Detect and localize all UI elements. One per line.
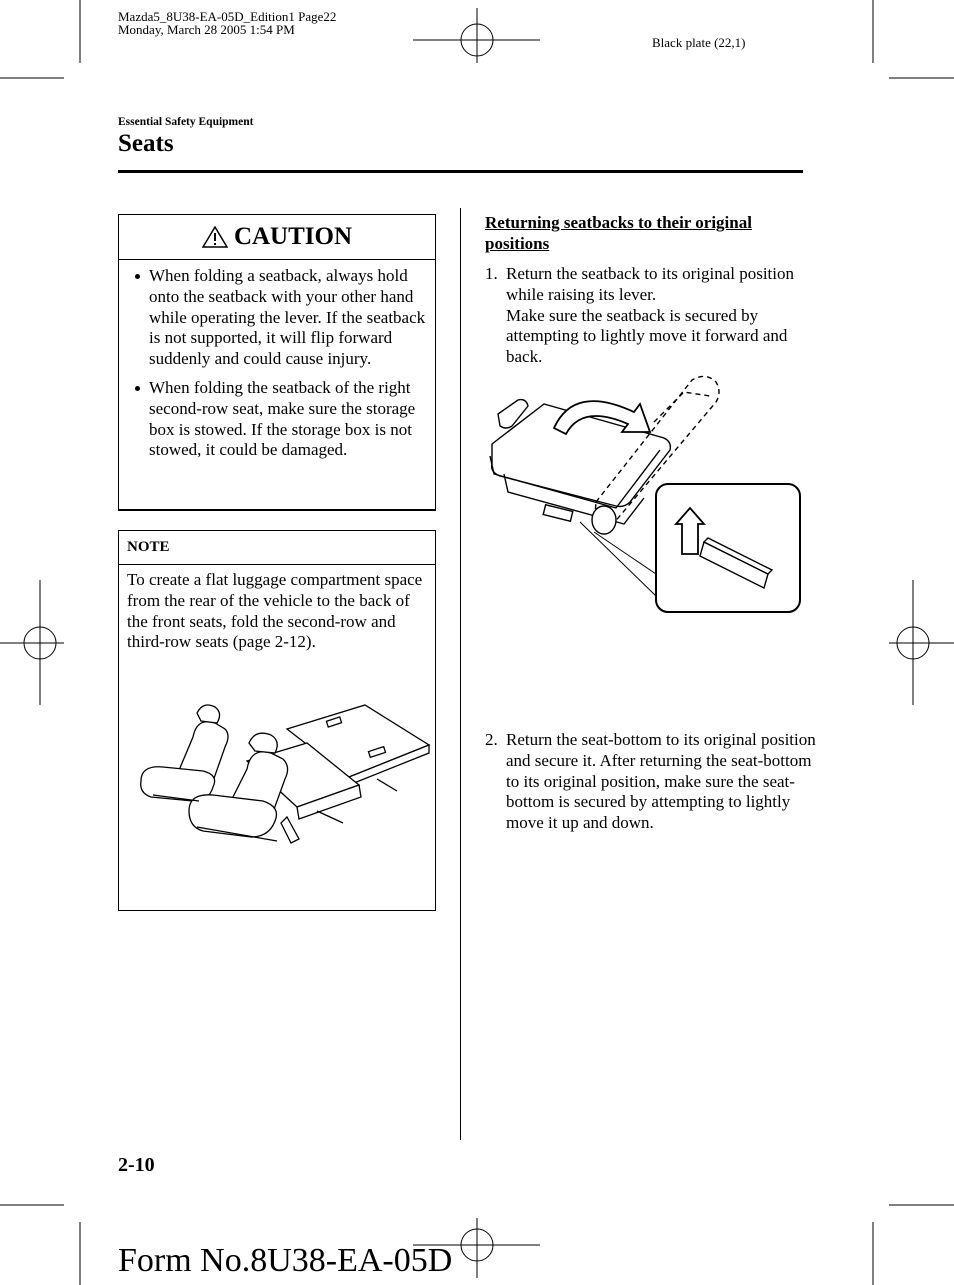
caution-box xyxy=(118,214,436,511)
step-text: Return the seat-bottom to its original position and secure it. After returning the seat-bottom to its original position, make sure the seat-bottom is secured by attempting to lightly move it up and down. xyxy=(506,729,816,833)
step-text: Return the seatback to its original position while raising its lever. xyxy=(506,264,795,304)
note-box xyxy=(118,530,436,911)
step-2 xyxy=(485,730,824,834)
section-label: Essential Safety Equipment xyxy=(118,116,254,128)
returning-heading: Returning seatbacks to their original positions xyxy=(485,213,752,253)
note-title: NOTE xyxy=(119,531,435,565)
note-text: To create a flat luggage compartment space from the rear of the vehicle to the back of the front seats, fold the second-row and third-row seats (page 2-12). xyxy=(127,570,423,652)
title-rule xyxy=(118,170,803,173)
step-subtext: Make sure the seatback is secured by attempting to lightly move it forward and back. xyxy=(506,305,788,367)
step-number: 1. xyxy=(485,264,498,283)
step-1 xyxy=(485,264,824,368)
page-title: Seats xyxy=(118,130,174,157)
caution-title: CAUTION xyxy=(233,223,353,250)
file-line-2: Monday, March 28 2005 1:54 PM xyxy=(118,22,295,37)
step-number: 2. xyxy=(485,729,498,749)
form-number: Form No.8U38-EA-05D xyxy=(118,1242,453,1279)
caution-item: When folding a seatback, always hold onto the seatback with your other hand while operating the lever. If the seatback is not supported, it will flip forward suddenly and could cause injury. xyxy=(127,266,427,370)
folded-seats-illustration xyxy=(137,699,433,869)
plate-info: Black plate (22,1) xyxy=(652,35,746,50)
caution-list xyxy=(127,266,427,461)
page-number: 2-10 xyxy=(118,1154,155,1176)
file-info xyxy=(118,10,336,36)
caution-item: When folding the seatback of the right second-row seat, make sure the storage box is stowed. If the storage box is not stowed, it could be damaged. xyxy=(127,378,427,461)
caution-header xyxy=(119,215,435,260)
seatback-return-illustration xyxy=(484,374,804,616)
warning-triangle-icon xyxy=(202,226,228,248)
file-line-1: Mazda5_8U38-EA-05D_Edition1 Page22 xyxy=(118,9,337,24)
column-divider xyxy=(460,208,461,1140)
